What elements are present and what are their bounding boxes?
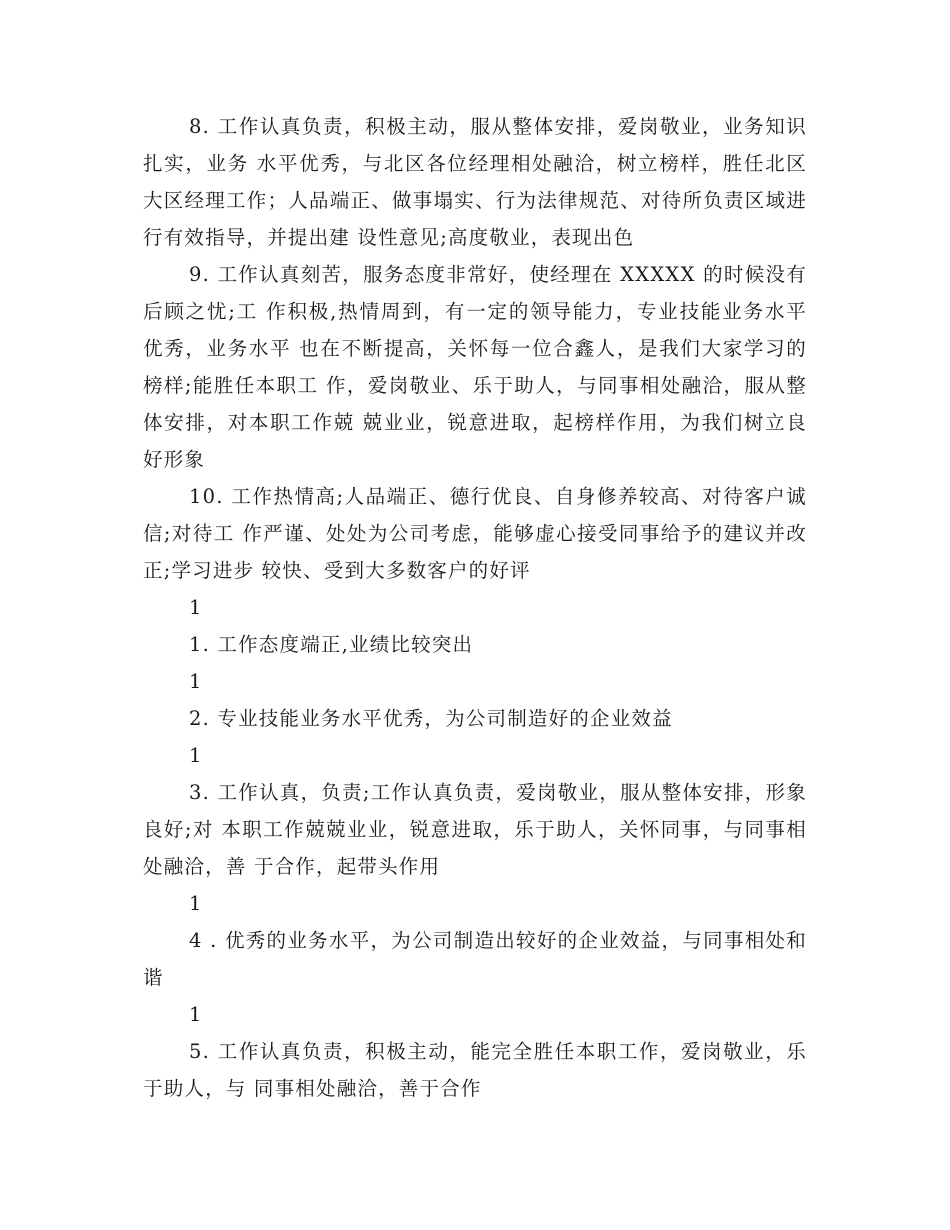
paragraph-item-5: 5. 工作认真负责，积极主动，能完全胜任本职工作，爱岗敬业，乐于助人，与 同事相处融洽，善于合作 xyxy=(143,1040,807,1100)
paragraph-item-3: 3. 工作认真，负责;工作认真负责，爱岗敬业，服从整体安排，形象良好;对 本职工作兢兢业业，锐意进取，乐于助人，关怀同事，与同事相处融洽，善 于合作，起带头作用 xyxy=(143,781,807,878)
page-number-marker: 1 xyxy=(189,744,203,767)
page-number-marker: 1 xyxy=(189,892,203,915)
document-body xyxy=(143,108,807,1107)
page-number-marker: 1 xyxy=(189,596,203,619)
paragraph-item-4: 4 . 优秀的业务水平，为公司制造出较好的企业效益，与同事相处和谐 xyxy=(143,929,807,989)
paragraph-item-10: 10. 工作热情高;人品端正、德行优良、自身修养较高、对待客户诚信;对待工 作严谨、处处为公司考虑，能够虚心接受同事给予的建议并改正;学习进步 较快、受到大多数客户的好评 xyxy=(143,485,807,582)
paragraph-item-9: 9. 工作认真刻苦，服务态度非常好，使经理在 XXXXX 的时候没有后顾之忧;工 作积极,热情周到，有一定的领导能力，专业技能业务水平优秀，业务水平 也在不断提高，关怀每一位合鑫人，是我们大家学习的榜样;能胜任本职工 作，爱岗敬业、乐于助人，与同事相处融洽，服从整体安排，对本职工作兢 兢业业，锐意进取，起榜样作用，为我们树立良好形象 xyxy=(143,263,807,471)
page-number-marker: 1 xyxy=(189,1003,203,1026)
paragraph-item-2: 2. 专业技能业务水平优秀，为公司制造好的企业效益 xyxy=(189,707,673,730)
page-number-marker: 1 xyxy=(189,670,203,693)
paragraph-item-1: 1. 工作态度端正,业绩比较突出 xyxy=(189,633,474,656)
paragraph-item-8: 8. 工作认真负责，积极主动，服从整体安排，爱岗敬业，业务知识扎实，业务 水平优秀，与北区各位经理相处融洽，树立榜样，胜任北区大区经理工作；人品端正、做事塌实、行为法律规范、对待所负责区域进行有效指导，并提出建 设性意见;高度敬业，表现出色 xyxy=(143,115,807,249)
